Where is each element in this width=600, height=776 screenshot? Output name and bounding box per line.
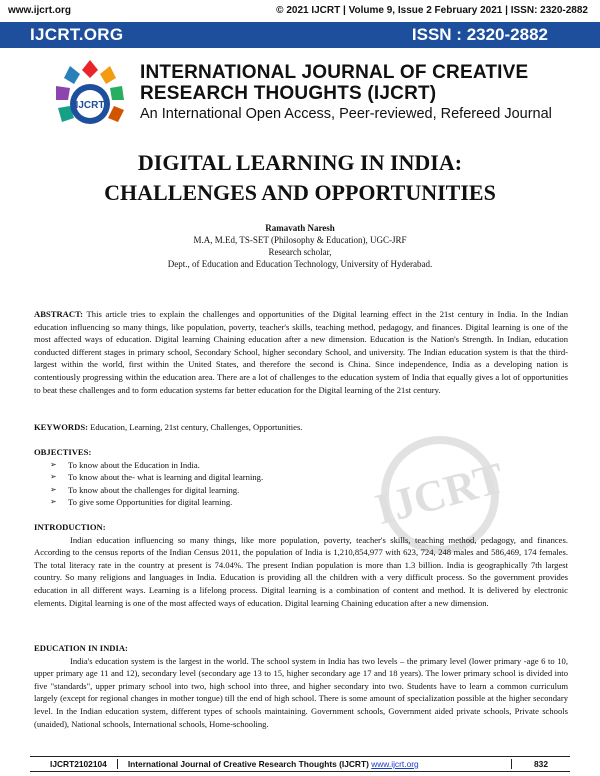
page-footer xyxy=(30,756,570,772)
footer-journal: International Journal of Creative Research Thoughts (IJCRT) www.ijcrt.org xyxy=(118,759,512,769)
introduction-section xyxy=(34,521,568,609)
list-item: ➢ To know about the- what is learning and digital learning. xyxy=(50,472,264,483)
objectives-list xyxy=(34,459,568,509)
education-section xyxy=(34,642,568,730)
arrow-bullet-icon: ➢ xyxy=(50,497,57,507)
ijcrt-logo xyxy=(48,56,132,140)
author-name: Ramavath Naresh xyxy=(265,223,335,233)
footer-paper-id: IJCRT2102104 xyxy=(30,759,118,769)
footer-page-number: 832 xyxy=(534,759,548,769)
objectives-heading: OBJECTIVES: xyxy=(34,447,92,457)
logo-text: IJCRT xyxy=(75,100,105,111)
education-text: India's education system is the largest in the world. The school system in India has two levels – the primary level (lower primary -age 6 to 10, upper primary age 11 and 12), secondary level (secondary age 13 to 15, higher secondary age 17 and 18 years). The lower primary school is divided into five "standards", upper primary school into two, high school into three, and higher secondary into two. Students have to learn a common curriculum largely (except for regional changes in mother tongue) till the end of high school. There is some amount of specialization possible at the higher secondary level. In the Indian education system, different types of schools maintaining. Government schools, Government aided private schools, Private schools (unaided), National schools, International schools, Home-schooling. xyxy=(34,655,568,729)
title-line1: DIGITAL LEARNING IN INDIA: xyxy=(137,150,463,175)
banner-site: IJCRT.ORG xyxy=(30,25,124,44)
abstract-text: This article tries to explain the challenges and opportunities of the Digital learning effect in the 21st century in India. In the Indian education influencing so many things, like population, poverty, teacher's skills, teaching method, pedagogy, and finances. Digital learning is one of the most affected ways of education. Digital learning Chaining education after a new dimension. Education is the Nation's Strength. In Indian, education conducted different stages in primary school, Secondary School, higher secondary School, and university. The Indian education system is that the third-largest within the world, first within the United States, and therefore the second is China. Since independence, India as a developing nation is contentiously progressing within the education area. There are a lot of challenges to the education system of India that equally gives a lot of opportunities to beat these challenges and to form education systems far better education for the Digital learning of the 21st century. xyxy=(34,309,568,395)
arrow-bullet-icon: ➢ xyxy=(50,484,57,494)
footer-url-link[interactable]: www.ijcrt.org xyxy=(371,759,419,769)
list-item: ➢ To know about the challenges for digital learning. xyxy=(50,484,240,495)
introduction-text: Indian education influencing so many things, like more population, poverty, teacher's skills, teaching method, pedagogy, and finances. According to the census reports of the Indian Census 2011, the population of India is 1,210,854,977 with 623, 724, 248 males and 586,469, 174 females. The total literacy rate in the country at present is 74.04%. The present Indian population is more than 1.3 billion. India is geographically 7th largest country. So many religions and languages in India. Education is providing all the children with a very difficult process. So the government provides education in all different ways. Learning is a lifelong process. Digital learning is a combination of content and method. It is delivered by electronic elements. Digital learning is one of the most affected ways of education. Digital learning Chaining education after a new dimension. xyxy=(34,534,568,608)
title-line2: CHALLENGES AND OPPORTUNITIES xyxy=(104,180,496,205)
author-affiliation: Dept., of Education and Education Technology, University of Hyderabad. xyxy=(167,259,433,269)
paper-title xyxy=(0,148,600,208)
education-heading: EDUCATION IN INDIA: xyxy=(34,643,128,653)
running-header xyxy=(0,0,600,20)
objectives-section xyxy=(34,446,568,509)
list-item: ➢ To give some Opportunities for digital learning. xyxy=(50,497,233,508)
banner-issn: ISSN : 2320-2882 xyxy=(411,25,548,44)
journal-masthead xyxy=(140,62,590,122)
arrow-bullet-icon: ➢ xyxy=(50,472,57,482)
introduction-heading: INTRODUCTION: xyxy=(34,522,106,532)
list-item: ➢ To know about the Education in India. xyxy=(50,459,200,470)
keywords-text: Education, Learning, 21st century, Challenges, Opportunities. xyxy=(87,422,303,432)
abstract-section xyxy=(34,308,568,396)
watermark-text: IJCRT xyxy=(370,453,509,535)
author-qualifications: M.A, M.Ed, TS-SET (Philosophy & Education), UGC-JRF xyxy=(193,235,407,245)
journal-name-line2: RESEARCH THOUGHTS (IJCRT) xyxy=(140,83,437,104)
journal-name-line1: INTERNATIONAL JOURNAL OF CREATIVE xyxy=(140,62,529,83)
author-position: Research scholar, xyxy=(268,247,332,257)
author-block xyxy=(0,222,600,270)
journal-banner xyxy=(0,22,600,48)
header-url: www.ijcrt.org xyxy=(8,4,71,16)
keywords-label: KEYWORDS: xyxy=(34,422,88,432)
header-citation: © 2021 IJCRT | Volume 9, Issue 2 February 2021 | ISSN: 2320-2882 xyxy=(276,4,588,16)
arrow-bullet-icon: ➢ xyxy=(50,459,57,469)
abstract-label: ABSTRACT: xyxy=(34,309,84,319)
journal-subtitle: An International Open Access, Peer-reviewed, Refereed Journal xyxy=(140,106,552,122)
keywords-section xyxy=(34,421,568,434)
